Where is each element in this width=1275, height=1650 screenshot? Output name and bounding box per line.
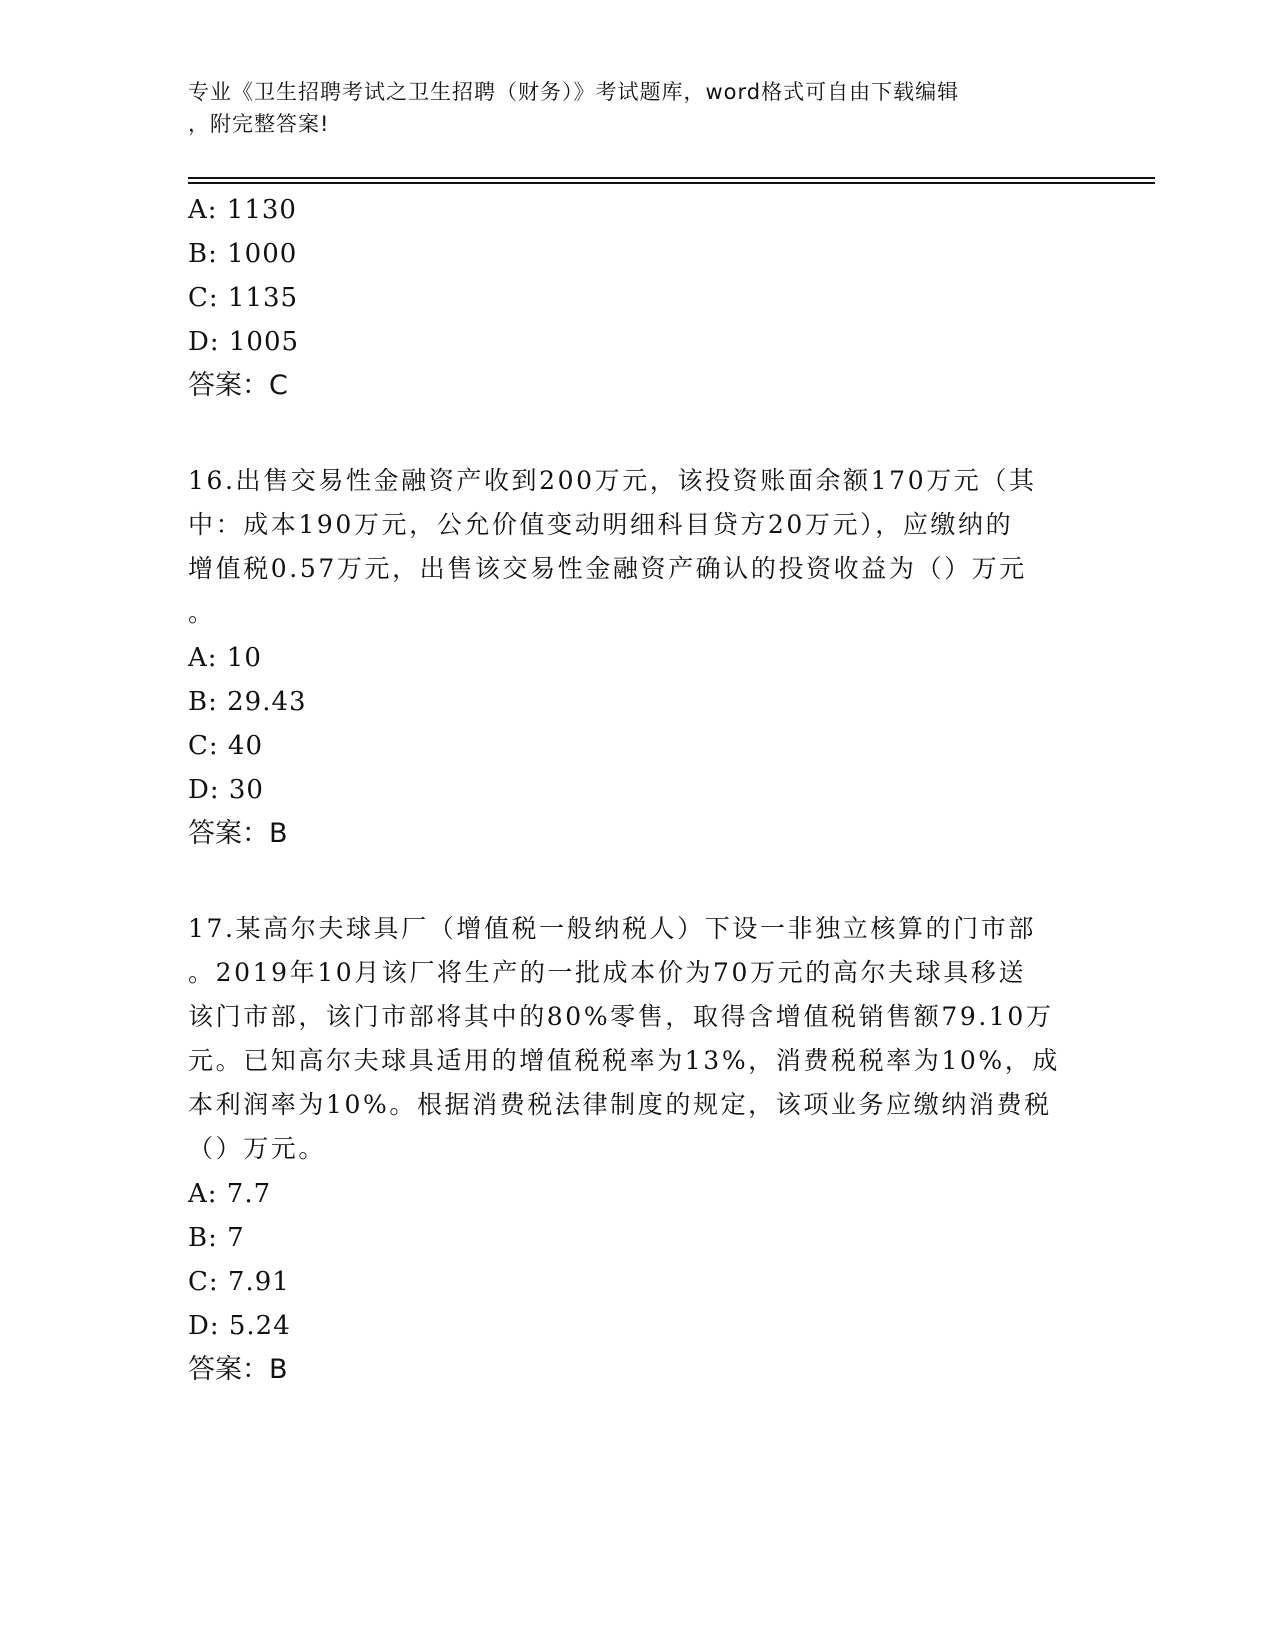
q15-option-b: B: 1000 xyxy=(188,239,298,269)
q17-option-d: D: 5.24 xyxy=(188,1311,291,1341)
q16-text-line: 16.出售交易性金融资产收到200万元，该投资账面余额170万元（其 xyxy=(188,466,1037,495)
q17-option-b: B: 7 xyxy=(188,1223,245,1253)
q17-text-line: 17.某高尔夫球具厂（增值税一般纳税人）下设一非独立核算的门市部 xyxy=(188,914,1036,943)
q15-option-d: D: 1005 xyxy=(188,327,300,357)
header-divider-top xyxy=(188,177,1155,179)
q17-text-line: 。2019年10月该厂将生产的一批成本价为70万元的高尔夫球具移送 xyxy=(188,958,1027,987)
q16-text-line: 。 xyxy=(188,598,216,627)
header-line-1: 专业《卫生招聘考试之卫生招聘（财务）》考试题库，word格式可自由下载编辑 xyxy=(188,80,960,104)
q15-answer: 答案：C xyxy=(188,370,288,401)
q16-text-line: 增值税0.57万元，出售该交易性金融资产确认的投资收益为（）万元 xyxy=(188,554,1027,583)
q16-option-a: A: 10 xyxy=(188,643,262,673)
q16-option-b: B: 29.43 xyxy=(188,687,307,717)
q17-text-line: 该门市部，该门市部将其中的80%零售，取得含增值税销售额79.10万 xyxy=(188,1002,1054,1031)
header-line-2: ，附完整答案! xyxy=(188,112,330,136)
q16-option-c: C: 40 xyxy=(188,731,264,761)
q17-text-line: 元。已知高尔夫球具适用的增值税税率为13%，消费税税率为10%，成 xyxy=(188,1046,1060,1075)
q17-option-c: C: 7.91 xyxy=(188,1267,290,1297)
q15-option-c: C: 1135 xyxy=(188,283,299,313)
q17-text-line: 本利润率为10%。根据消费税法律制度的规定，该项业务应缴纳消费税 xyxy=(188,1090,1052,1119)
q16-answer: 答案：B xyxy=(188,818,288,849)
q15-option-a: A: 1130 xyxy=(188,195,297,225)
header-divider-bottom xyxy=(188,182,1155,184)
q17-answer: 答案：B xyxy=(188,1354,288,1385)
q17-option-a: A: 7.7 xyxy=(188,1179,272,1209)
q16-text-line: 中：成本190万元，公允价值变动明细科目贷方20万元），应缴纳的 xyxy=(188,510,1014,539)
q17-text-line: （）万元。 xyxy=(188,1134,327,1163)
document-header xyxy=(188,76,1068,140)
q16-option-d: D: 30 xyxy=(188,775,264,805)
